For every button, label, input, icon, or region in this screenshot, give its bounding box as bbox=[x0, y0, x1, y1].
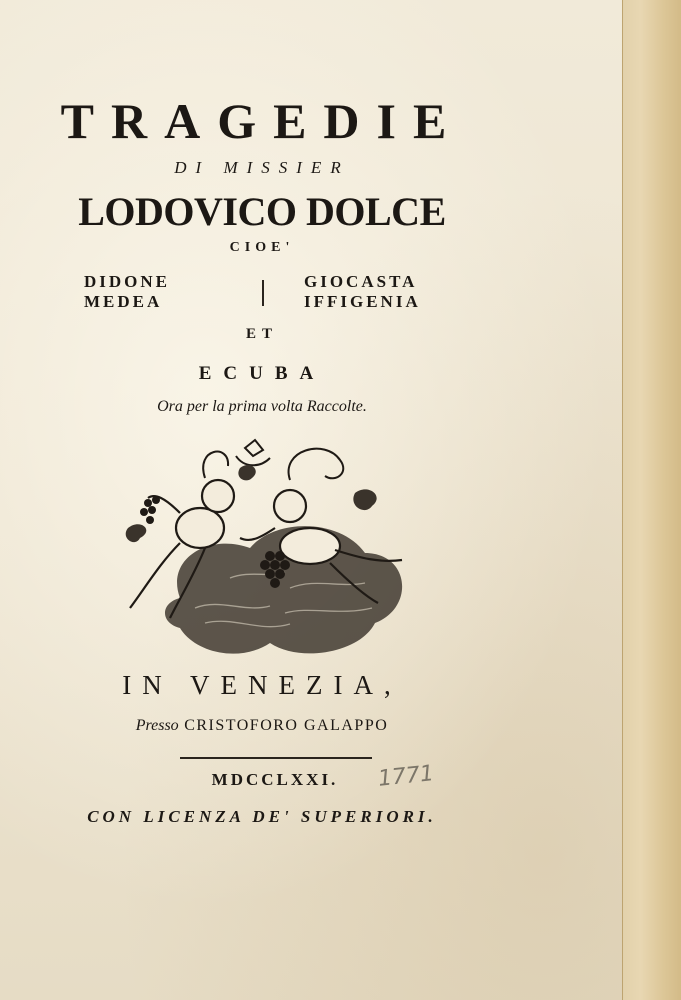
imprint-rule bbox=[180, 757, 372, 759]
license-line: CON LICENZA DE' SUPERIORI. bbox=[87, 807, 437, 826]
plays-right-column bbox=[304, 272, 421, 312]
column-separator bbox=[262, 280, 264, 306]
imprint-date: MDCCLXXI. bbox=[211, 770, 339, 789]
play-title: GIOCASTA bbox=[304, 272, 418, 291]
fore-edge bbox=[622, 0, 681, 1000]
printer-name: CRISTOFORO GALAPPO bbox=[184, 717, 389, 734]
imprint-printer bbox=[0, 717, 524, 735]
imprint-city: IN VENEZIA, bbox=[122, 670, 402, 700]
play-title: MEDEA bbox=[84, 292, 163, 311]
last-play-title: ECUBA bbox=[198, 363, 326, 384]
printer-prefix: Presso bbox=[135, 717, 179, 734]
author-name: LODOVICO DOLCE bbox=[78, 189, 446, 234]
collected-note: Ora per la prima volta Raccolte. bbox=[157, 398, 367, 415]
play-title: DIDONE bbox=[84, 272, 171, 291]
plays-left-column bbox=[84, 272, 170, 312]
book-title: TRAGEDIE bbox=[60, 93, 464, 149]
cherubs-with-grapes-on-cloud-icon bbox=[110, 438, 410, 668]
et-word: ET bbox=[245, 326, 278, 342]
cioe-word: CIOE' bbox=[229, 240, 295, 255]
play-title: IFFIGENIA bbox=[304, 292, 421, 311]
pencil-date-annotation: 1771 bbox=[376, 761, 436, 792]
book-subtitle: DI MISSIER bbox=[174, 158, 350, 177]
